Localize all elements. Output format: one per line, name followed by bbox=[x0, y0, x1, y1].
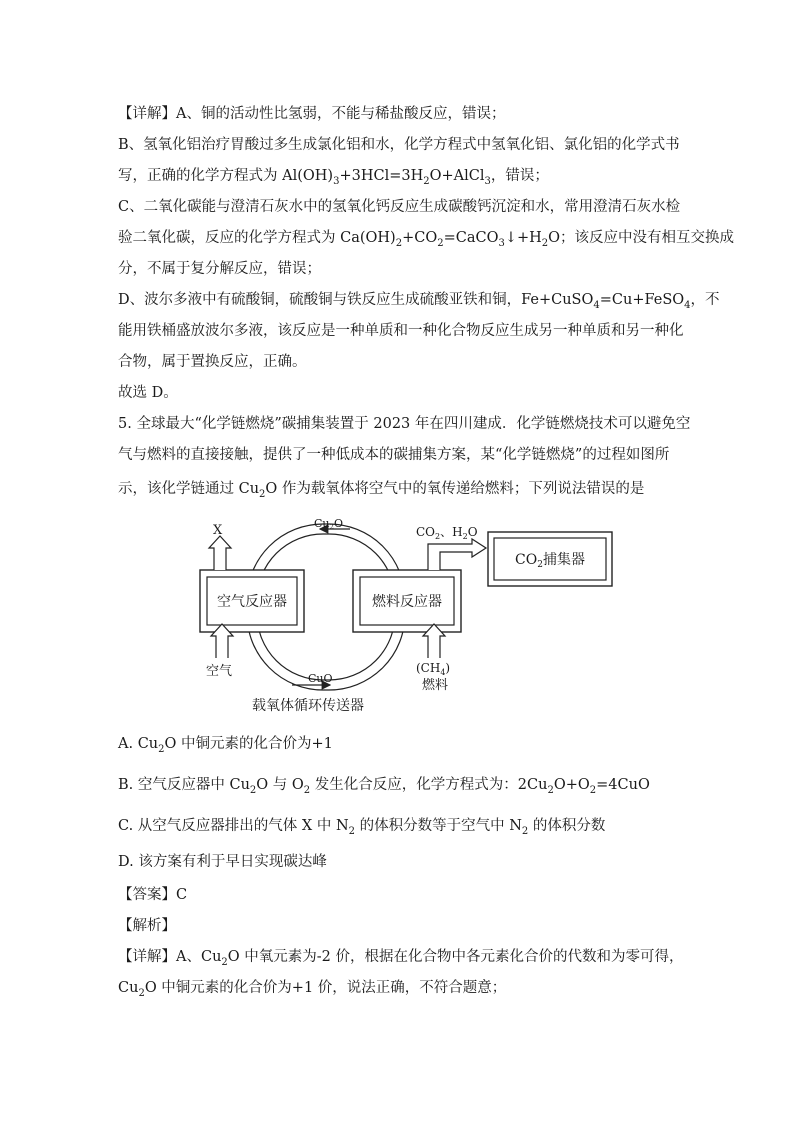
answer-label: 【答案】C bbox=[118, 887, 188, 903]
answer-detail-line2: $Cu_2O$ 中铜元素的化合价为+1 价，说法正确，不符合题意； bbox=[118, 980, 507, 999]
question-line2: 气与燃料的直接接触，提供了一种低成本的碳捕集方案，某“化学链燃烧”的过程如图所 bbox=[118, 447, 670, 463]
chemical-looping-diagram bbox=[180, 512, 620, 717]
option-c: C. 从空气反应器排出的气体 X 中 $N_2$ 的体积分数等于空气中 $N_2$ 的体积分数 bbox=[118, 818, 606, 837]
cuo-label: CuO bbox=[308, 672, 333, 685]
conclusion: 故选 D。 bbox=[118, 385, 178, 401]
co2-outlet-arrow bbox=[428, 539, 486, 570]
air-reactor-label: 空气反应器 bbox=[217, 594, 287, 610]
ch4-label: $(CH_4)$ bbox=[416, 661, 451, 677]
question-line3: 示，该化学链通过 $Cu_2O$ 作为载氧体将空气中的氧传递给燃料；下列说法错误的是 bbox=[118, 481, 645, 500]
fuel-reactor-label: 燃料反应器 bbox=[372, 594, 442, 610]
x-outlet-arrow bbox=[209, 536, 231, 570]
detail-tag: 【详解】 bbox=[118, 106, 176, 122]
option-a: A. $Cu_2O$ 中铜元素的化合价为+1 bbox=[118, 736, 333, 755]
diagram-caption: 载氧体循环传送器 bbox=[252, 698, 364, 714]
cu2o-label: Cu2O bbox=[314, 517, 344, 531]
detail-d-line2: 能用铁桶盛放波尔多液，该反应是一种单质和一种化合物反应生成另一种单质和另一种化 bbox=[118, 323, 684, 339]
fuel-label: 燃料 bbox=[422, 678, 449, 693]
detail-b-line1: B、氢氧化铝治疗胃酸过多生成氯化铝和水，化学方程式中氢氧化铝、氯化铝的化学式书 bbox=[118, 137, 680, 153]
question-line1: 5. 全球最大“化学链燃烧”碳捕集装置于 2023 年在四川建成．化学链燃烧技术可以避免空 bbox=[118, 416, 691, 432]
detail-d-line1: D、波尔多液中有硫酸铜，硫酸铜与铁反应生成硫酸亚铁和铜，Fe+CuSO$_4$=Cu+FeSO$_4$，不 bbox=[118, 292, 720, 311]
detail-c-line2: 验二氧化碳，反应的化学方程式为 $Ca(OH)_2+CO_2=CaCO_3↓+H_2O$；该反应中没有相互交换成 bbox=[118, 230, 735, 249]
detail-a: 【详解】A、铜的活动性比氢弱，不能与稀盐酸反应，错误； bbox=[118, 106, 506, 122]
analysis-label: 【解析】 bbox=[118, 918, 176, 934]
detail-b-line2: 写，正确的化学方程式为 $Al(OH)_3+3HCl=3H_2O+AlCl_3$，错误； bbox=[118, 168, 549, 187]
detail-c-line1: C、二氧化碳能与澄清石灰水中的氢氧化钙反应生成碳酸钙沉淀和水，常用澄清石灰水检 bbox=[118, 199, 681, 215]
detail-d-line3: 合物，属于置换反应，正确。 bbox=[118, 354, 307, 370]
x-label: X bbox=[213, 523, 223, 538]
answer-detail-line1: 【详解】A、$Cu_2O$ 中氧元素为-2 价，根据在化合物中各元素化合价的代数和为零可得， bbox=[118, 949, 684, 968]
co2-h2o-label: $CO_2$、$H_2O$ bbox=[416, 525, 478, 541]
option-b: B. 空气反应器中 $Cu_2O$ 与 $O_2$ 发生化合反应，化学方程式为：$2Cu_2O+O_2=4CuO$ bbox=[118, 777, 650, 796]
air-label: 空气 bbox=[206, 664, 233, 679]
co2-capturer-label: $CO_2$捕集器 bbox=[515, 552, 585, 570]
detail-c-line3: 分，不属于复分解反应，错误； bbox=[118, 261, 321, 277]
option-d: D. 该方案有利于早日实现碳达峰 bbox=[118, 854, 327, 870]
